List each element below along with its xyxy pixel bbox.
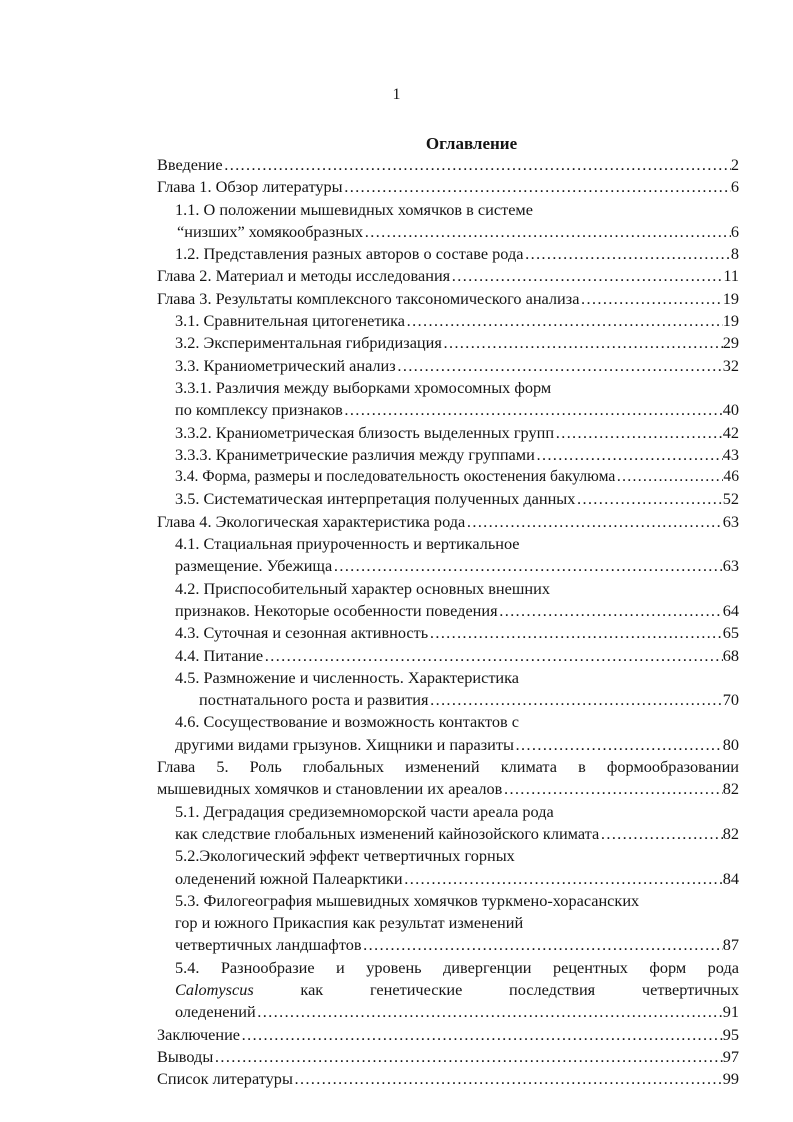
toc-entry-5-3-line2[interactable]: гор и южного Прикаспия как результат изменений [175, 913, 524, 933]
toc-entry-3-2[interactable]: 3.2. Экспериментальная гибридизация …………………………………………………………………………………………………………………………………… 29 [157, 332, 739, 354]
page-number: 1 [392, 86, 401, 103]
toc-entry-4-4[interactable]: 4.4. Питание …………………………………………………………………………………………………………………………………… 68 [157, 645, 739, 667]
toc-entry-4-5-line1[interactable]: 4.5. Размножение и численность. Характеристика [175, 667, 520, 687]
toc-entry-4-6-line2[interactable]: другими видами грызунов. Хищники и паразиты …………………………………………………………………………………………………………………………………… 80 [157, 734, 739, 756]
toc-entry-3-3-2[interactable]: 3.3.2. Краниометрическая близость выделенных групп …………………………………………………………………………………………………………………………………… 42 [157, 422, 739, 444]
genus-name: Calomyscus [175, 979, 254, 999]
toc-entry-chapter-2[interactable]: Глава 2. Материал и методы исследования …………………………………………………………………………………………………………………………………… 11 [157, 265, 739, 287]
toc-entry-3-1[interactable]: 3.1. Сравнительная цитогенетика …………………………………………………………………………………………………………………………………… 19 [157, 310, 739, 332]
toc-entry-4-5-line2[interactable]: постнатального роста и развития …………………………………………………………………………………………………………………………………… 70 [157, 689, 739, 711]
toc-entry-4-3[interactable]: 4.3. Суточная и сезонная активность …………………………………………………………………………………………………………………………………… 65 [157, 622, 739, 644]
toc-entry-1-1-line1[interactable]: 1.1. О положении мышевидных хомячков в системе [175, 199, 533, 219]
toc-entry-conclusion[interactable]: Заключение …………………………………………………………………………………………………………………………………… 95 [157, 1024, 739, 1046]
toc-entry-3-3[interactable]: 3.3. Краниометрический анализ …………………………………………………………………………………………………………………………………… 32 [157, 355, 739, 377]
toc-entry-findings[interactable]: Выводы …………………………………………………………………………………………………………………………………… 97 [157, 1046, 739, 1068]
toc-entry-references[interactable]: Список литературы …………………………………………………………………………………………………………………………………… 99 [157, 1068, 739, 1090]
toc-entry-5-1-line1[interactable]: 5.1. Деградация средиземноморской части ареала рода [175, 801, 554, 821]
toc-entry-4-6-line1[interactable]: 4.6. Сосуществование и возможность контактов с [175, 712, 519, 732]
toc-entry-4-2-line2[interactable]: признаков. Некоторые особенности поведения …………………………………………………………………………………………………………………………………… 64 [157, 600, 739, 622]
toc-title: Оглавление [425, 134, 518, 153]
toc-entry-5-4-line2[interactable]: Calomyscus как генетические последствия четвертичных [175, 979, 739, 999]
toc-entry-3-3-3[interactable]: 3.3.3. Краниметрические различия между группами …………………………………………………………………………………………………………………………………… 43 [157, 444, 739, 466]
toc-entry-introduction[interactable]: Введение …………………………………………………………………………………………………………………………………… 2 [157, 154, 739, 176]
toc-entry-4-2-line1[interactable]: 4.2. Приспособительный характер основных внешних [175, 578, 550, 598]
toc-entry-chapter-1[interactable]: Глава 1. Обзор литературы …………………………………………………………………………………………………………………………………… 6 [157, 176, 739, 198]
toc-entry-chapter-5-line2[interactable]: мышевидных хомячков и становлении их ареалов …………………………………………………………………………………………………………………………………… 82 [157, 778, 739, 800]
toc-entry-4-1-line1[interactable]: 4.1. Стациальная приуроченность и вертикальное [175, 534, 520, 554]
toc-entry-5-2-line2[interactable]: оледенений южной Палеарктики …………………………………………………………………………………………………………………………………… 84 [157, 868, 739, 890]
table-of-contents [157, 154, 739, 1090]
toc-entry-3-4[interactable]: 3.4. Форма, размеры и последовательность окостенения бакулюма …………………………………………………………………………………………………………………………………… 46 [157, 466, 739, 488]
toc-entry-5-2-line1[interactable]: 5.2.Экологический эффект четвертичных горных [175, 846, 515, 866]
toc-entry-chapter-5-line1[interactable]: Глава 5. Роль глобальных изменений климата в формообразовании [157, 757, 739, 777]
toc-entry-1-1-line2[interactable]: “низших” хомякообразных …………………………………………………………………………………………………………………………………… 6 [157, 221, 739, 243]
toc-entry-3-3-1-line2[interactable]: по комплексу признаков …………………………………………………………………………………………………………………………………… 40 [157, 399, 739, 421]
toc-entry-chapter-4[interactable]: Глава 4. Экологическая характеристика рода …………………………………………………………………………………………………………………………………… 63 [157, 511, 739, 533]
toc-entry-4-1-line2[interactable]: размещение. Убежища …………………………………………………………………………………………………………………………………… 63 [157, 555, 739, 577]
toc-entry-5-3-line1[interactable]: 5.3. Филогеография мышевидных хомячков туркмено-хорасанских [175, 890, 640, 910]
toc-entry-5-1-line2[interactable]: как следствие глобальных изменений кайнозойского климата …………………………………………………………………………………………………………………………………… 82 [157, 823, 739, 845]
toc-entry-5-4-line3[interactable]: оледенений …………………………………………………………………………………………………………………………………… 91 [157, 1001, 739, 1023]
toc-entry-5-3-line3[interactable]: четвертичных ландшафтов …………………………………………………………………………………………………………………………………… 87 [157, 934, 739, 956]
toc-entry-3-5[interactable]: 3.5. Систематическая интерпретация полученных данных …………………………………………………………………………………………………………………………………… 52 [157, 488, 739, 510]
toc-entry-5-4-line1[interactable]: 5.4. Разнообразие и уровень дивергенции рецентных форм рода [175, 957, 739, 977]
toc-entry-chapter-3[interactable]: Глава 3. Результаты комплексного таксономического анализа …………………………………………………………………………………………………………………………………… 19 [157, 288, 739, 310]
toc-entry-3-3-1-line1[interactable]: 3.3.1. Различия между выборками хромосомных форм [175, 377, 552, 397]
toc-entry-1-2[interactable]: 1.2. Представления разных авторов о составе рода …………………………………………………………………………………………………………………………………… 8 [157, 243, 739, 265]
